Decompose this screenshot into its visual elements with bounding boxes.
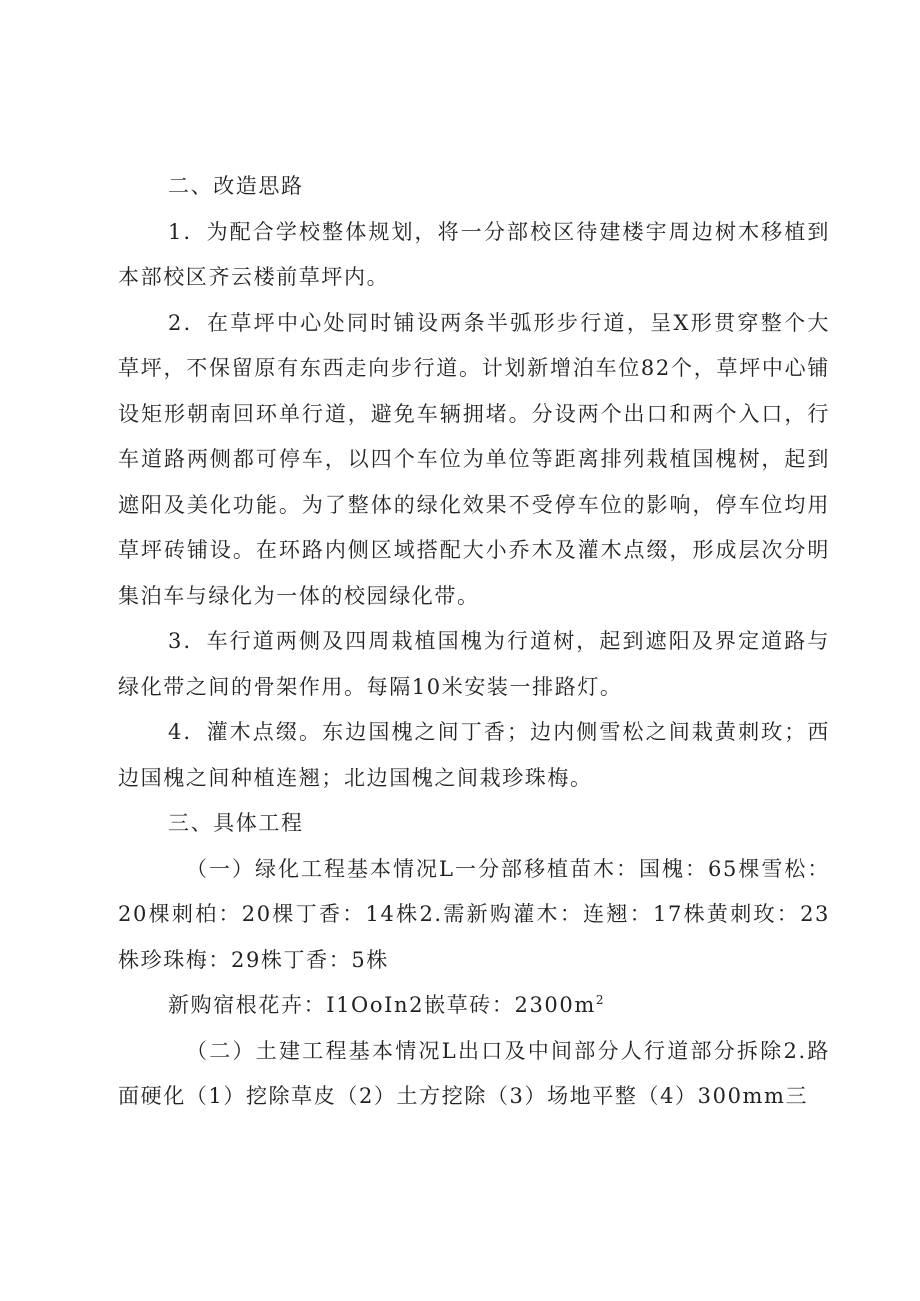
- paragraph-flowers: [118, 983, 830, 1029]
- paragraph-item-4: 4．灌木点缀。东边国槐之间丁香；边内侧雪松之间栽黄刺玫；西边国槐之间种植连翘；北边国槐之间栽珍珠梅。: [118, 720, 830, 790]
- document-body: [118, 164, 830, 1120]
- section-heading-ideas: 二、改造思路: [168, 174, 304, 198]
- flowers-text: 新购宿根花卉：I1OoIn2嵌草砖：2300m: [168, 993, 596, 1017]
- paragraph-item-1: 1．为配合学校整体规划，将一分部校区待建楼宇周边树木移植到本部校区齐云楼前草坪内。: [118, 219, 830, 289]
- section-heading-projects: 三、具体工程: [168, 811, 304, 835]
- paragraph-item-3: 3．车行道两侧及四周栽植国槐为行道树，起到遮阳及界定道路与绿化带之间的骨架作用。每隔10米安装一排路灯。: [118, 629, 830, 699]
- paragraph-item-2: 2．在草坪中心处同时铺设两条半弧形步行道，呈X形贯穿整个大草坪，不保留原有东西走向步行道。计划新增泊车位82个，草坪中心铺设矩形朝南回环单行道，避免车辆拥堵。分设两个出口和两个入口，行车道路两侧都可停车，以四个车位为单位等距离排列栽植国槐树，起到遮阳及美化功能。为了整体的绿化效果不受停车位的影响，停车位均用草坪砖铺设。在环路内侧区域搭配大小乔木及灌木点缀，形成层次分明集泊车与绿化为一体的校园绿化带。: [118, 310, 830, 608]
- paragraph-civil-project: （二）土建工程基本情况L出口及中间部分人行道部分拆除2.路面硬化（1）挖除草皮（2）土方挖除（3）场地平整（4）300mm三: [118, 1038, 830, 1108]
- paragraph-greening-project: （一）绿化工程基本情况L一分部移植苗木：国槐：65棵雪松：20棵刺柏：20棵丁香：14株2.需新购灌木：连翘：17株黄刺玫：23株珍珠梅：29株丁香：5株: [118, 856, 830, 972]
- flowers-superscript: 2: [595, 993, 606, 1007]
